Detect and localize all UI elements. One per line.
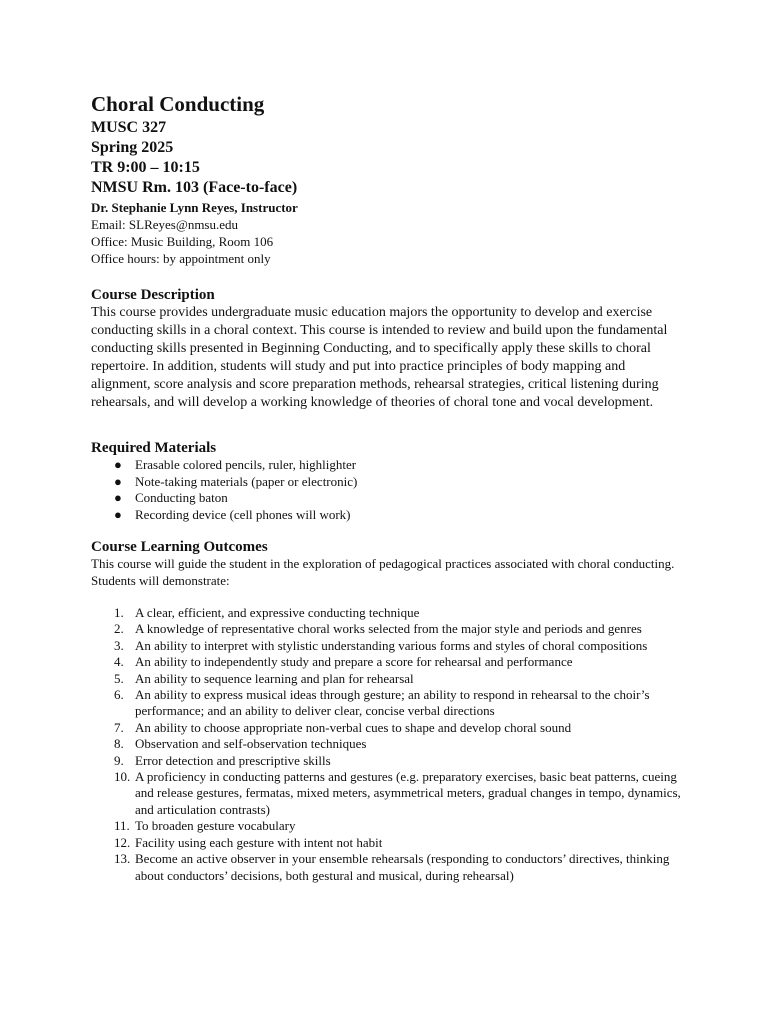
learning-outcomes-intro: This course will guide the student in the exploration of pedagogical practices associated with choral conducting. Students will demonstrate: xyxy=(91,556,675,588)
bullet-icon: ● xyxy=(114,506,122,522)
list-item-text: Facility using each gesture with intent not habit xyxy=(135,834,383,850)
required-materials-heading: Required Materials xyxy=(91,440,217,456)
course-location: NMSU Rm. 103 (Face-to-face) xyxy=(91,179,298,196)
course-title: Choral Conducting xyxy=(91,92,265,116)
list-number: 12. xyxy=(114,834,131,850)
list-item xyxy=(114,736,684,752)
instructor-office: Office: Music Building, Room 106 xyxy=(91,234,274,249)
list-item xyxy=(114,490,684,507)
course-description-section xyxy=(91,286,684,412)
list-item xyxy=(114,835,684,851)
list-item xyxy=(114,654,684,670)
list-item xyxy=(114,621,684,637)
list-number: 1. xyxy=(114,605,124,620)
list-number: 8. xyxy=(114,736,124,752)
course-term: Spring 2025 xyxy=(91,139,174,156)
list-item-text: A knowledge of representative choral works selected from the major style and periods and genres xyxy=(135,621,642,637)
list-item xyxy=(114,638,684,654)
list-item-text: A clear, efficient, and expressive conducting technique xyxy=(135,605,420,620)
list-item-text: An ability to independently study and prepare a score for rehearsal and performance xyxy=(135,654,573,670)
list-item xyxy=(114,720,684,736)
list-number: 2. xyxy=(114,621,124,637)
materials-list xyxy=(91,457,684,523)
list-item-text: An ability to express musical ideas through gesture; an ability to respond in rehearsal to the choir’s performance; and an ability to deliver clear, concise verbal directions xyxy=(135,687,650,719)
instructor-email: Email: SLReyes@nmsu.edu xyxy=(91,217,239,232)
list-number: 4. xyxy=(114,654,124,670)
list-item-text: Note-taking materials (paper or electronic) xyxy=(135,473,358,489)
list-item xyxy=(114,687,684,720)
instructor-name: Dr. Stephanie Lynn Reyes, Instructor xyxy=(91,200,298,215)
list-item xyxy=(114,671,684,687)
course-code: MUSC 327 xyxy=(91,119,167,136)
required-materials-section xyxy=(91,439,684,523)
list-number: 7. xyxy=(114,719,124,735)
list-item-text: An ability to sequence learning and plan for rehearsal xyxy=(135,670,414,686)
list-item xyxy=(114,457,684,474)
bullet-icon: ● xyxy=(114,490,122,505)
learning-outcomes-section xyxy=(91,538,684,884)
bullet-icon: ● xyxy=(114,473,122,489)
list-number: 10. xyxy=(114,769,131,785)
course-header xyxy=(91,92,684,267)
outcomes-list xyxy=(91,605,684,884)
course-description-text: This course provides undergraduate music education majors the opportunity to develop and exercise conducting skills in a choral context. This course is intended to review and build upon the fundamental conducting skills presented in Beginning Conducting, and to specifically apply these skills to choral repertoire. In addition, students will study and put into practice principles of body mapping and alignment, score analysis and score preparation methods, rehearsal strategies, critical listening during rehearsals, and will develop a working knowledge of theories of choral tone and vocal development. xyxy=(91,305,668,410)
list-item-text: Become an active observer in your ensemble rehearsals (responding to conductors’ directives, thinking about conductors’ decisions, both gestural and musical, during rehearsal) xyxy=(135,851,670,883)
course-description-heading: Course Description xyxy=(91,287,215,303)
list-item xyxy=(114,507,684,524)
list-item-text: A proficiency in conducting patterns and gestures (e.g. preparatory exercises, basic beat patterns, cueing and release gestures, fermatas, mixed meters, asymmetrical meters, gradual changes in tempo, dynamics, and articulation contrasts) xyxy=(135,769,681,817)
list-item-text: An ability to choose appropriate non-verbal cues to shape and develop choral sound xyxy=(135,719,572,735)
list-item xyxy=(114,474,684,491)
list-number: 6. xyxy=(114,687,124,703)
list-item xyxy=(114,851,684,884)
list-number: 3. xyxy=(114,637,124,653)
list-number: 13. xyxy=(114,851,131,867)
list-item-text: Conducting baton xyxy=(135,490,228,505)
bullet-icon: ● xyxy=(114,457,122,472)
list-number: 5. xyxy=(114,670,124,686)
learning-outcomes-heading: Course Learning Outcomes xyxy=(91,539,268,555)
course-schedule: TR 9:00 – 10:15 xyxy=(91,159,200,176)
list-item-text: Erasable colored pencils, ruler, highlighter xyxy=(135,457,357,472)
list-item-text: To broaden gesture vocabulary xyxy=(135,818,296,834)
list-item-text: Recording device (cell phones will work) xyxy=(135,506,351,522)
list-item-text: Error detection and prescriptive skills xyxy=(135,752,331,768)
list-item-text: An ability to interpret with stylistic understanding various forms and styles of choral compositions xyxy=(135,637,648,653)
list-item xyxy=(114,769,684,818)
list-item xyxy=(114,605,684,621)
list-number: 11. xyxy=(114,818,130,834)
list-item-text: Observation and self-observation techniques xyxy=(135,736,367,752)
list-number: 9. xyxy=(114,752,124,768)
office-hours: Office hours: by appointment only xyxy=(91,251,271,266)
list-item xyxy=(114,818,684,834)
list-item xyxy=(114,753,684,769)
